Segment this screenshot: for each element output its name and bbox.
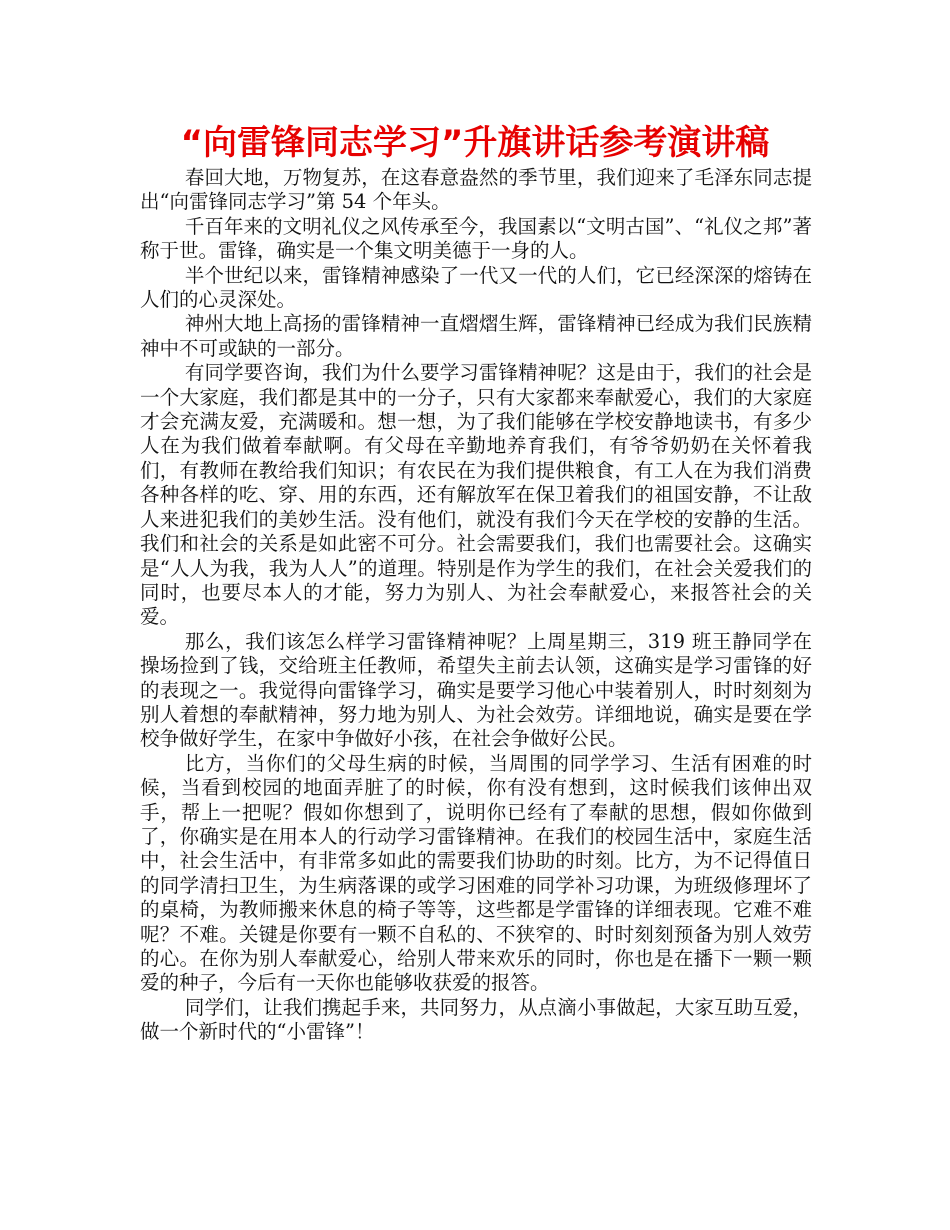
paragraph-3: 半个世纪以来，雷锋精神感染了一代又一代的人们，它已经深深的熔铸在人们的心灵深处。 bbox=[140, 263, 812, 312]
paragraph-6: 那么，我们该怎么样学习雷锋精神呢？上周星期三，319 班王静同学在操场捡到了钱，交给班主任教师，希望失主前去认领，这确实是学习雷锋的好的表现之一。我觉得向雷锋学习，确实是要学习他心中装着别人，时时刻刻为别人着想的奉献精神，努力地为别人、为社会效劳。详细地说，确实是要在学校争做好学生，在家中争做好小孩，在社会争做好公民。 bbox=[140, 629, 812, 751]
paragraph-2: 千百年来的文明礼仪之风传承至今，我国素以“文明古国”、“礼仪之邦”著称于世。雷锋，确实是一个集文明美德于一身的人。 bbox=[140, 214, 812, 263]
document-title: “向雷锋同志学习”升旗讲话参考演讲稿 bbox=[180, 123, 770, 163]
document-body bbox=[140, 166, 812, 1045]
paragraph-8: 同学们，让我们携起手来，共同努力，从点滴小事做起，大家互助互爱，做一个新时代的“小雷锋”！ bbox=[140, 995, 812, 1044]
paragraph-4: 神州大地上高扬的雷锋精神一直熠熠生辉，雷锋精神已经成为我们民族精神中不可或缺的一部分。 bbox=[140, 312, 812, 360]
paragraph-5: 有同学要咨询，我们为什么要学习雷锋精神呢？这是由于，我们的社会是一个大家庭，我们都是其中的一分子，只有大家都来奉献爱心，我们的大家庭才会充满友爱，充满暖和。想一想，为了我们能够在学校安静地读书，有多少人在为我们做着奉献啊。有父母在辛勤地养育我们，有爷爷奶奶在关怀着我们，有教师在教给我们知识；有农民在为我们提供粮食，有工人在为我们消费各种各样的吃、穿、用的东西，还有解放军在保卫着我们的祖国安静，不让敌人来进犯我们的美妙生活。没有他们，就没有我们今天在学校的安静的生活。我们和社会的关系是如此密不可分。社会需要我们，我们也需要社会。这确实是“人人为我，我为人人”的道理。特别是作为学生的我们，在社会关爱我们的同时，也要尽本人的才能，努力为别人、为社会奉献爱心，来报答社会的关爱。 bbox=[140, 361, 812, 629]
paragraph-7: 比方，当你们的父母生病的时候，当周围的同学学习、生活有困难的时候，当看到校园的地面弄脏了的时候，你有没有想到，这时候我们该伸出双手，帮上一把呢？假如你想到了，说明你已经有了奉献的思想，假如你做到了，你确实是在用本人的行动学习雷锋精神。在我们的校园生活中，家庭生活中，社会生活中，有非常多如此的需要我们协助的时刻。比方，为不记得值日的同学清扫卫生，为生病落课的或学习困难的同学补习功课，为班级修理坏了的桌椅，为教师搬来休息的椅子等等，这些都是学雷锋的详细表现。它难不难呢？不难。关键是你要有一颗不自私的、不狭窄的、时时刻刻预备为别人效劳的心。在你为别人奉献爱心，给别人带来欢乐的同时，你也是在播下一颗一颗爱的种子，今后有一天你也能够收获爱的报答。 bbox=[140, 751, 812, 995]
paragraph-1: 春回大地，万物复苏，在这春意盎然的季节里，我们迎来了毛泽东同志提出“向雷锋同志学习”第 54 个年头。 bbox=[140, 166, 812, 214]
